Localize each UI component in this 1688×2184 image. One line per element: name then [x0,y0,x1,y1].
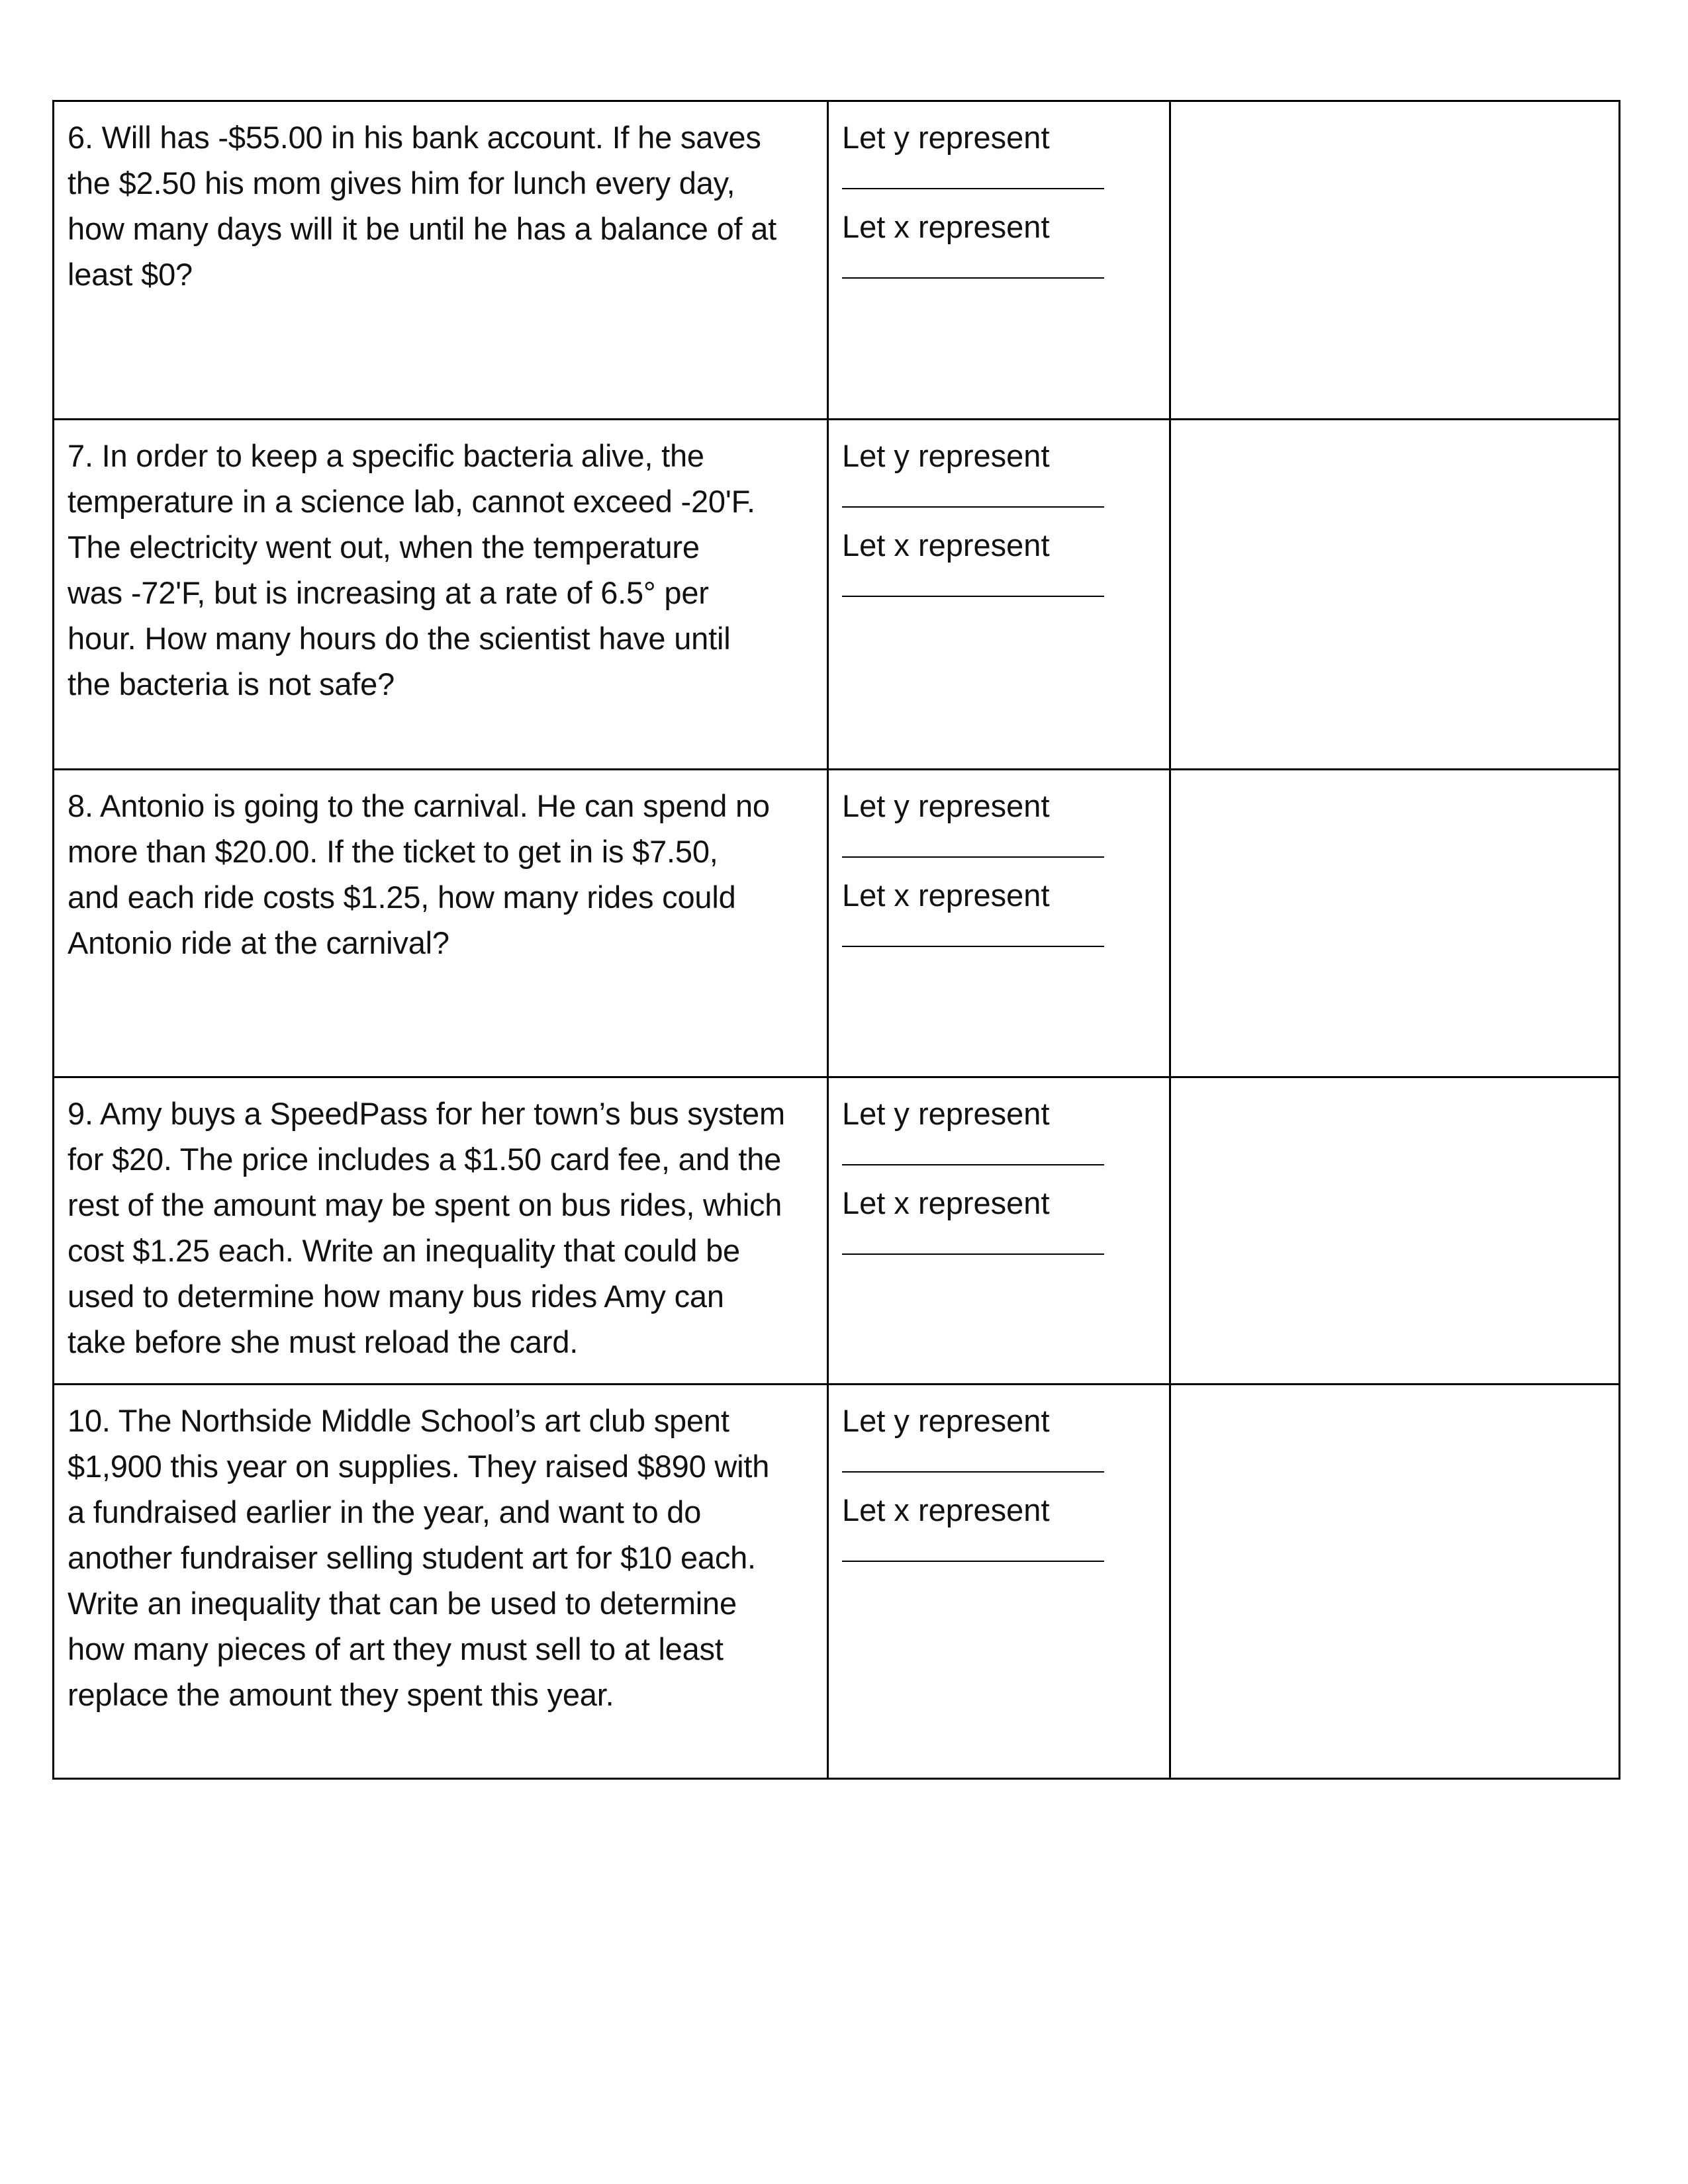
problem-cell [54,1077,828,1385]
let-y-label: Let y represent [842,438,1050,473]
problem-text: 10. The Northside Middle School’s art club spent $1,900 this year on supplies. They raised $890 with a fundraised earlier in the year, and want to do another fundraiser selling student art for $10 each. Write an inequality that can be used to determine how many pieces of art they must sell to at least replace the amount they spent this year. [68,1403,770,1712]
problem-text: 9. Amy buys a SpeedPass for her town’s bus system for $20. The price includes a $1.50 card fee, and the rest of the amount may be spent on bus rides, which cost $1.25 each. Write an inequality that could be used to determine how many bus rides Amy can take before she must reload the card. [68,1096,785,1359]
let-y-label: Let y represent [842,1096,1050,1131]
variables-cell [828,1385,1170,1779]
problem-cell [54,770,828,1077]
work-cell[interactable] [1170,1385,1620,1779]
problem-cell [54,1385,828,1779]
work-cell[interactable] [1170,101,1620,420]
let-y-blank-line[interactable] [842,1164,1104,1165]
let-y-label: Let y represent [842,1403,1050,1438]
work-cell[interactable] [1170,1077,1620,1385]
problem-row [54,1385,1620,1779]
problem-row [54,1077,1620,1385]
let-x-label: Let x represent [842,209,1050,244]
work-cell[interactable] [1170,770,1620,1077]
let-x-blank-line[interactable] [842,1561,1104,1562]
let-y-label: Let y represent [842,120,1050,155]
variables-cell [828,1077,1170,1385]
variables-cell [828,101,1170,420]
let-x-blank-line[interactable] [842,277,1104,279]
problem-text: 6. Will has -$55.00 in his bank account. If he saves the $2.50 his mom gives him for lunch every day, how many days will it be until he has a balance of at least $0? [68,120,777,292]
problem-row [54,770,1620,1077]
problem-cell [54,101,828,420]
let-y-blank-line[interactable] [842,1471,1104,1473]
let-x-blank-line[interactable] [842,596,1104,597]
let-y-blank-line[interactable] [842,506,1104,508]
let-x-blank-line[interactable] [842,1253,1104,1255]
let-y-blank-line[interactable] [842,188,1104,189]
let-x-label: Let x represent [842,1185,1050,1220]
problem-text: 7. In order to keep a specific bacteria alive, the temperature in a science lab, cannot exceed -20'F. The electricity went out, when the temperature was -72'F, but is increasing at a rate of 6.5° per hour. How many hours do the scientist have until the bacteria is not safe? [68,438,755,702]
problem-text: 8. Antonio is going to the carnival. He can spend no more than $20.00. If the ticket to get in is $7.50, and each ride costs $1.25, how many rides could Antonio ride at the carnival? [68,788,770,960]
problem-cell [54,420,828,770]
variables-cell [828,770,1170,1077]
let-y-blank-line[interactable] [842,856,1104,858]
let-x-blank-line[interactable] [842,946,1104,947]
variables-cell [828,420,1170,770]
let-x-label: Let x represent [842,527,1050,563]
problem-row [54,420,1620,770]
let-x-label: Let x represent [842,878,1050,913]
let-x-label: Let x represent [842,1492,1050,1527]
word-problems-table [52,100,1620,1780]
problem-row [54,101,1620,420]
let-y-label: Let y represent [842,788,1050,823]
work-cell[interactable] [1170,420,1620,770]
